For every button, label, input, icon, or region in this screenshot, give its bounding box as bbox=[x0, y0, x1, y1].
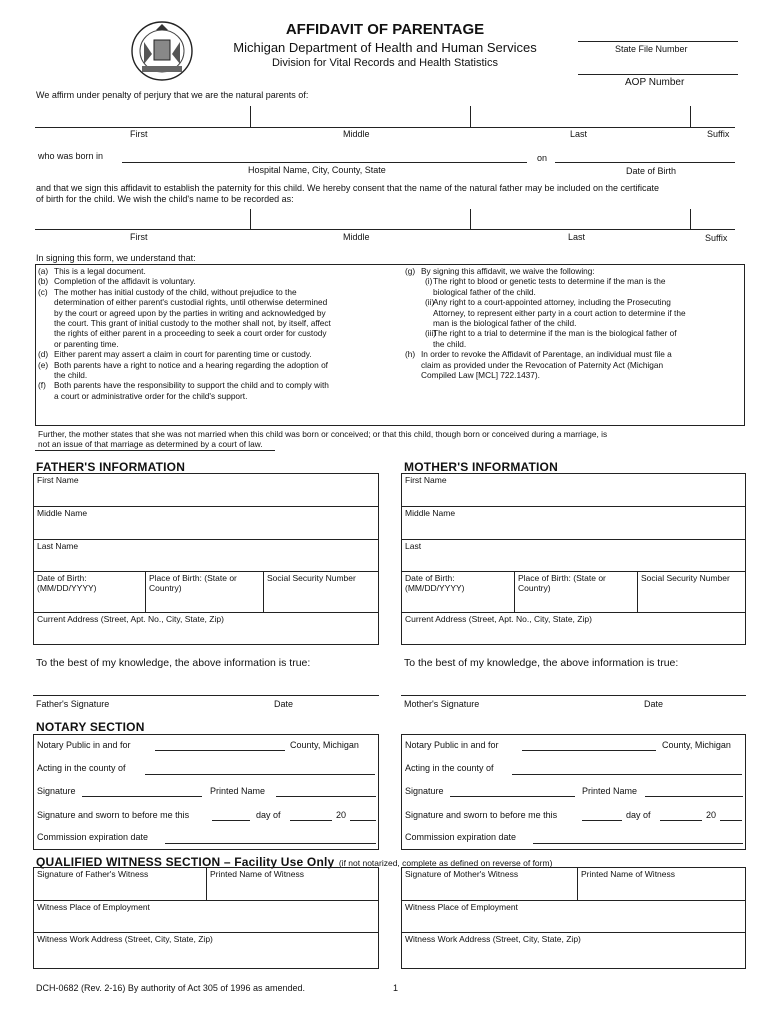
father-signature-line[interactable] bbox=[33, 677, 379, 695]
notary-left-printed: Printed Name bbox=[210, 786, 266, 796]
division-name: Division for Vital Records and Health Statistics bbox=[271, 57, 498, 69]
father-last-name-field[interactable]: Last Name bbox=[33, 539, 379, 572]
item-a: This is a legal document. bbox=[54, 266, 146, 276]
item-f: Both parents have the responsibility to support the child and to comply with bbox=[54, 380, 329, 391]
father-witness-printed-field[interactable]: Printed Name of Witness bbox=[206, 867, 379, 901]
label-first: First bbox=[130, 129, 148, 139]
notary-right-day-input[interactable] bbox=[582, 806, 622, 820]
father-witness-address-field[interactable]: Witness Work Address (Street, City, State, Zip) bbox=[33, 932, 379, 969]
father-attest: To the best of my knowledge, the above information is true: bbox=[36, 657, 311, 669]
notary-right-acting-input[interactable] bbox=[512, 760, 742, 774]
label-last-2: Last bbox=[568, 232, 586, 242]
item-c: The mother has initial custody of the child, without prejudice to the bbox=[54, 286, 297, 297]
notary-right-sworn: Signature and sworn to before me this bbox=[405, 810, 558, 820]
born-on-label: on bbox=[537, 153, 548, 163]
mother-signature-line[interactable] bbox=[401, 677, 746, 695]
page-number: 1 bbox=[393, 983, 399, 993]
notary-right-printed: Printed Name bbox=[582, 786, 638, 796]
mother-date-label: Date bbox=[644, 699, 664, 709]
notary-left-commission: Commission expiration date bbox=[37, 832, 149, 842]
mother-signature-label: Mother's Signature bbox=[404, 699, 480, 709]
mother-ssn-field[interactable]: Social Security Number bbox=[637, 571, 746, 613]
father-pob-field[interactable]: Place of Birth: (State or Country) bbox=[145, 571, 264, 613]
notary-right-printed-input[interactable] bbox=[645, 782, 743, 796]
notary-right-county: County, Michigan bbox=[662, 740, 731, 750]
notary-right-year: 20 bbox=[706, 810, 717, 820]
understanding-left-list: (a) This is a legal document. (b) Completion of the affidavit is voluntary. (c) The mother has initial custody of the child, without prejudice to the determination of either parent's custodial rights, until otherwise determined by the court or agreed upon by the parties in writing and acknowledged by the court. This grant of initial custody to the mother shall not, by itself, affect the rights of either parent in a proceeding to seek a court order for custody or parenting time. (d) Either parent may assert a claim in court for parenting time or custody. (e) Both parents have a right to notice and a hearing regarding the adoption of the child. (f) Both parents have the responsibility to support the child and to comply with a court or administrative order for the child's support. bbox=[38, 266, 331, 401]
state-file-number-label: State File Number bbox=[615, 44, 688, 54]
hospital-input[interactable] bbox=[122, 146, 527, 162]
notary-left-public-in: Notary Public in and for bbox=[37, 740, 131, 750]
consent-line-1: and that we sign this affidavit to establish the paternity for this child. We hereby consent that the name of the natural father may be included on the certificate bbox=[36, 183, 660, 193]
notary-right-month-input[interactable] bbox=[660, 806, 702, 820]
item-e: Both parents have a right to notice and a hearing regarding the adoption of bbox=[54, 359, 328, 370]
label-middle: Middle bbox=[343, 129, 370, 139]
notary-left-public-in-input[interactable] bbox=[155, 737, 285, 750]
mother-witness-place-field[interactable]: Witness Place of Employment bbox=[401, 900, 746, 933]
child-name-input[interactable] bbox=[35, 106, 735, 127]
notary-right-acting: Acting in the county of bbox=[405, 763, 494, 773]
mother-first-name-field[interactable]: First Name bbox=[401, 473, 746, 507]
notary-left-month-input[interactable] bbox=[290, 806, 332, 820]
notary-left-signature-input[interactable] bbox=[82, 782, 202, 796]
notary-right-year-input[interactable] bbox=[720, 806, 742, 820]
father-ssn-field[interactable]: Social Security Number bbox=[263, 571, 379, 613]
notary-left-year: 20 bbox=[336, 810, 347, 820]
state-seal bbox=[130, 20, 194, 82]
notary-left-day-input[interactable] bbox=[212, 806, 250, 820]
notary-left-printed-input[interactable] bbox=[276, 782, 376, 796]
item-g: By signing this affidavit, we waive the following: bbox=[421, 266, 595, 276]
item-b: Completion of the affidavit is voluntary. bbox=[54, 276, 196, 287]
dob-label: Date of Birth bbox=[626, 166, 677, 176]
item-h: In order to revoke the Affidavit of Parentage, an individual must file a bbox=[421, 349, 672, 360]
mother-last-name-field[interactable]: Last bbox=[401, 539, 746, 572]
father-first-name-field[interactable]: First Name bbox=[33, 473, 379, 507]
notary-left-county: County, Michigan bbox=[290, 740, 359, 750]
dob-input[interactable] bbox=[555, 146, 735, 162]
label-middle-2: Middle bbox=[343, 232, 370, 242]
aop-number-label: AOP Number bbox=[625, 77, 685, 88]
witness-note: (if not notarized, complete as defined on reverse of form) bbox=[338, 858, 553, 868]
notary-left-acting: Acting in the county of bbox=[37, 763, 126, 773]
father-address-field[interactable]: Current Address (Street, Apt. No., City, State, Zip) bbox=[33, 612, 379, 645]
notary-right-public-in-input[interactable] bbox=[522, 737, 656, 750]
witness-heading: QUALIFIED WITNESS SECTION – Facility Use Only bbox=[36, 855, 335, 869]
mother-middle-name-field[interactable]: Middle Name bbox=[401, 506, 746, 540]
label-last: Last bbox=[570, 129, 588, 139]
notary-right-commission: Commission expiration date bbox=[405, 832, 517, 842]
notary-left-signature: Signature bbox=[37, 786, 76, 796]
notary-left-day-of: day of bbox=[256, 810, 281, 820]
label-suffix: Suffix bbox=[707, 129, 730, 139]
father-dob-field[interactable]: Date of Birth: (MM/DD/YYYY) bbox=[33, 571, 146, 613]
notary-left-commission-input[interactable] bbox=[165, 829, 376, 843]
notary-right-commission-input[interactable] bbox=[533, 829, 743, 843]
notary-left-year-input[interactable] bbox=[350, 806, 376, 820]
mother-attest: To the best of my knowledge, the above information is true: bbox=[404, 657, 679, 669]
father-info-heading: FATHER'S INFORMATION bbox=[36, 460, 186, 474]
father-middle-name-field[interactable]: Middle Name bbox=[33, 506, 379, 540]
further-statement: Further, the mother states that she was not married when this child was born or conceived; or that this child, though born or conceived during a marriage, is not an issue of that marriage as determined by a court of law. bbox=[38, 429, 608, 450]
mother-address-field[interactable]: Current Address (Street, Apt. No., City, State, Zip) bbox=[401, 612, 746, 645]
consent-line-2: of birth for the child. We wish the child's name to be recorded as: bbox=[36, 194, 294, 204]
mother-witness-printed-field[interactable]: Printed Name of Witness bbox=[577, 867, 746, 901]
mother-witness-address-field[interactable]: Witness Work Address (Street, City, State, Zip) bbox=[401, 932, 746, 969]
notary-right-public-in: Notary Public in and for bbox=[405, 740, 499, 750]
notary-right-day-of: day of bbox=[626, 810, 651, 820]
hospital-label: Hospital Name, City, County, State bbox=[248, 165, 386, 175]
mother-pob-field[interactable]: Place of Birth: (State or Country) bbox=[514, 571, 638, 613]
understanding-heading: In signing this form, we understand that: bbox=[36, 253, 196, 263]
notary-right-signature: Signature bbox=[405, 786, 444, 796]
item-d: Either parent may assert a claim in court for parenting time or custody. bbox=[54, 349, 312, 360]
mother-witness-signature-field[interactable]: Signature of Mother's Witness bbox=[401, 867, 578, 901]
label-suffix-2: Suffix bbox=[705, 233, 728, 243]
child-recorded-name-input[interactable] bbox=[35, 209, 735, 229]
affirm-statement: We affirm under penalty of perjury that we are the natural parents of: bbox=[36, 90, 309, 100]
father-signature-label: Father's Signature bbox=[36, 699, 110, 709]
department-name: Michigan Department of Health and Human Services bbox=[233, 40, 537, 55]
father-witness-place-field[interactable]: Witness Place of Employment bbox=[33, 900, 379, 933]
label-first-2: First bbox=[130, 232, 148, 242]
father-witness-signature-field[interactable]: Signature of Father's Witness bbox=[33, 867, 207, 901]
form-title: AFFIDAVIT OF PARENTAGE bbox=[285, 21, 485, 38]
notary-right-signature-input[interactable] bbox=[450, 782, 575, 796]
form-id-footer: DCH-0682 (Rev. 2-16) By authority of Act 305 of 1996 as amended. bbox=[36, 983, 305, 993]
understanding-right-list: (g) By signing this affidavit, we waive the following: (i) The right to blood or genetic tests to determine if the man is the biological father of the child. (ii) Any right to a court-appointed attorney, including the Prosecuting Attorney, to represent either party in a court action to determine if the man is the biological father of the child. (iii) The right to a trial to determine if the man is the biological father of the child. (h) In order to revoke the Affidavit of Parentage, an individual must file a claim as provided under the Revocation of Paternity Act (Michigan Compiled Law [MCL] 722.1437). bbox=[405, 266, 686, 381]
mother-dob-field[interactable]: Date of Birth: (MM/DD/YYYY) bbox=[401, 571, 515, 613]
father-date-label: Date bbox=[274, 699, 294, 709]
mother-info-heading: MOTHER'S INFORMATION bbox=[404, 460, 558, 474]
born-in-label: who was born in bbox=[38, 151, 104, 161]
notary-heading: NOTARY SECTION bbox=[36, 720, 145, 734]
notary-left-acting-input[interactable] bbox=[145, 760, 375, 774]
notary-left-sworn: Signature and sworn to before me this bbox=[37, 810, 190, 820]
